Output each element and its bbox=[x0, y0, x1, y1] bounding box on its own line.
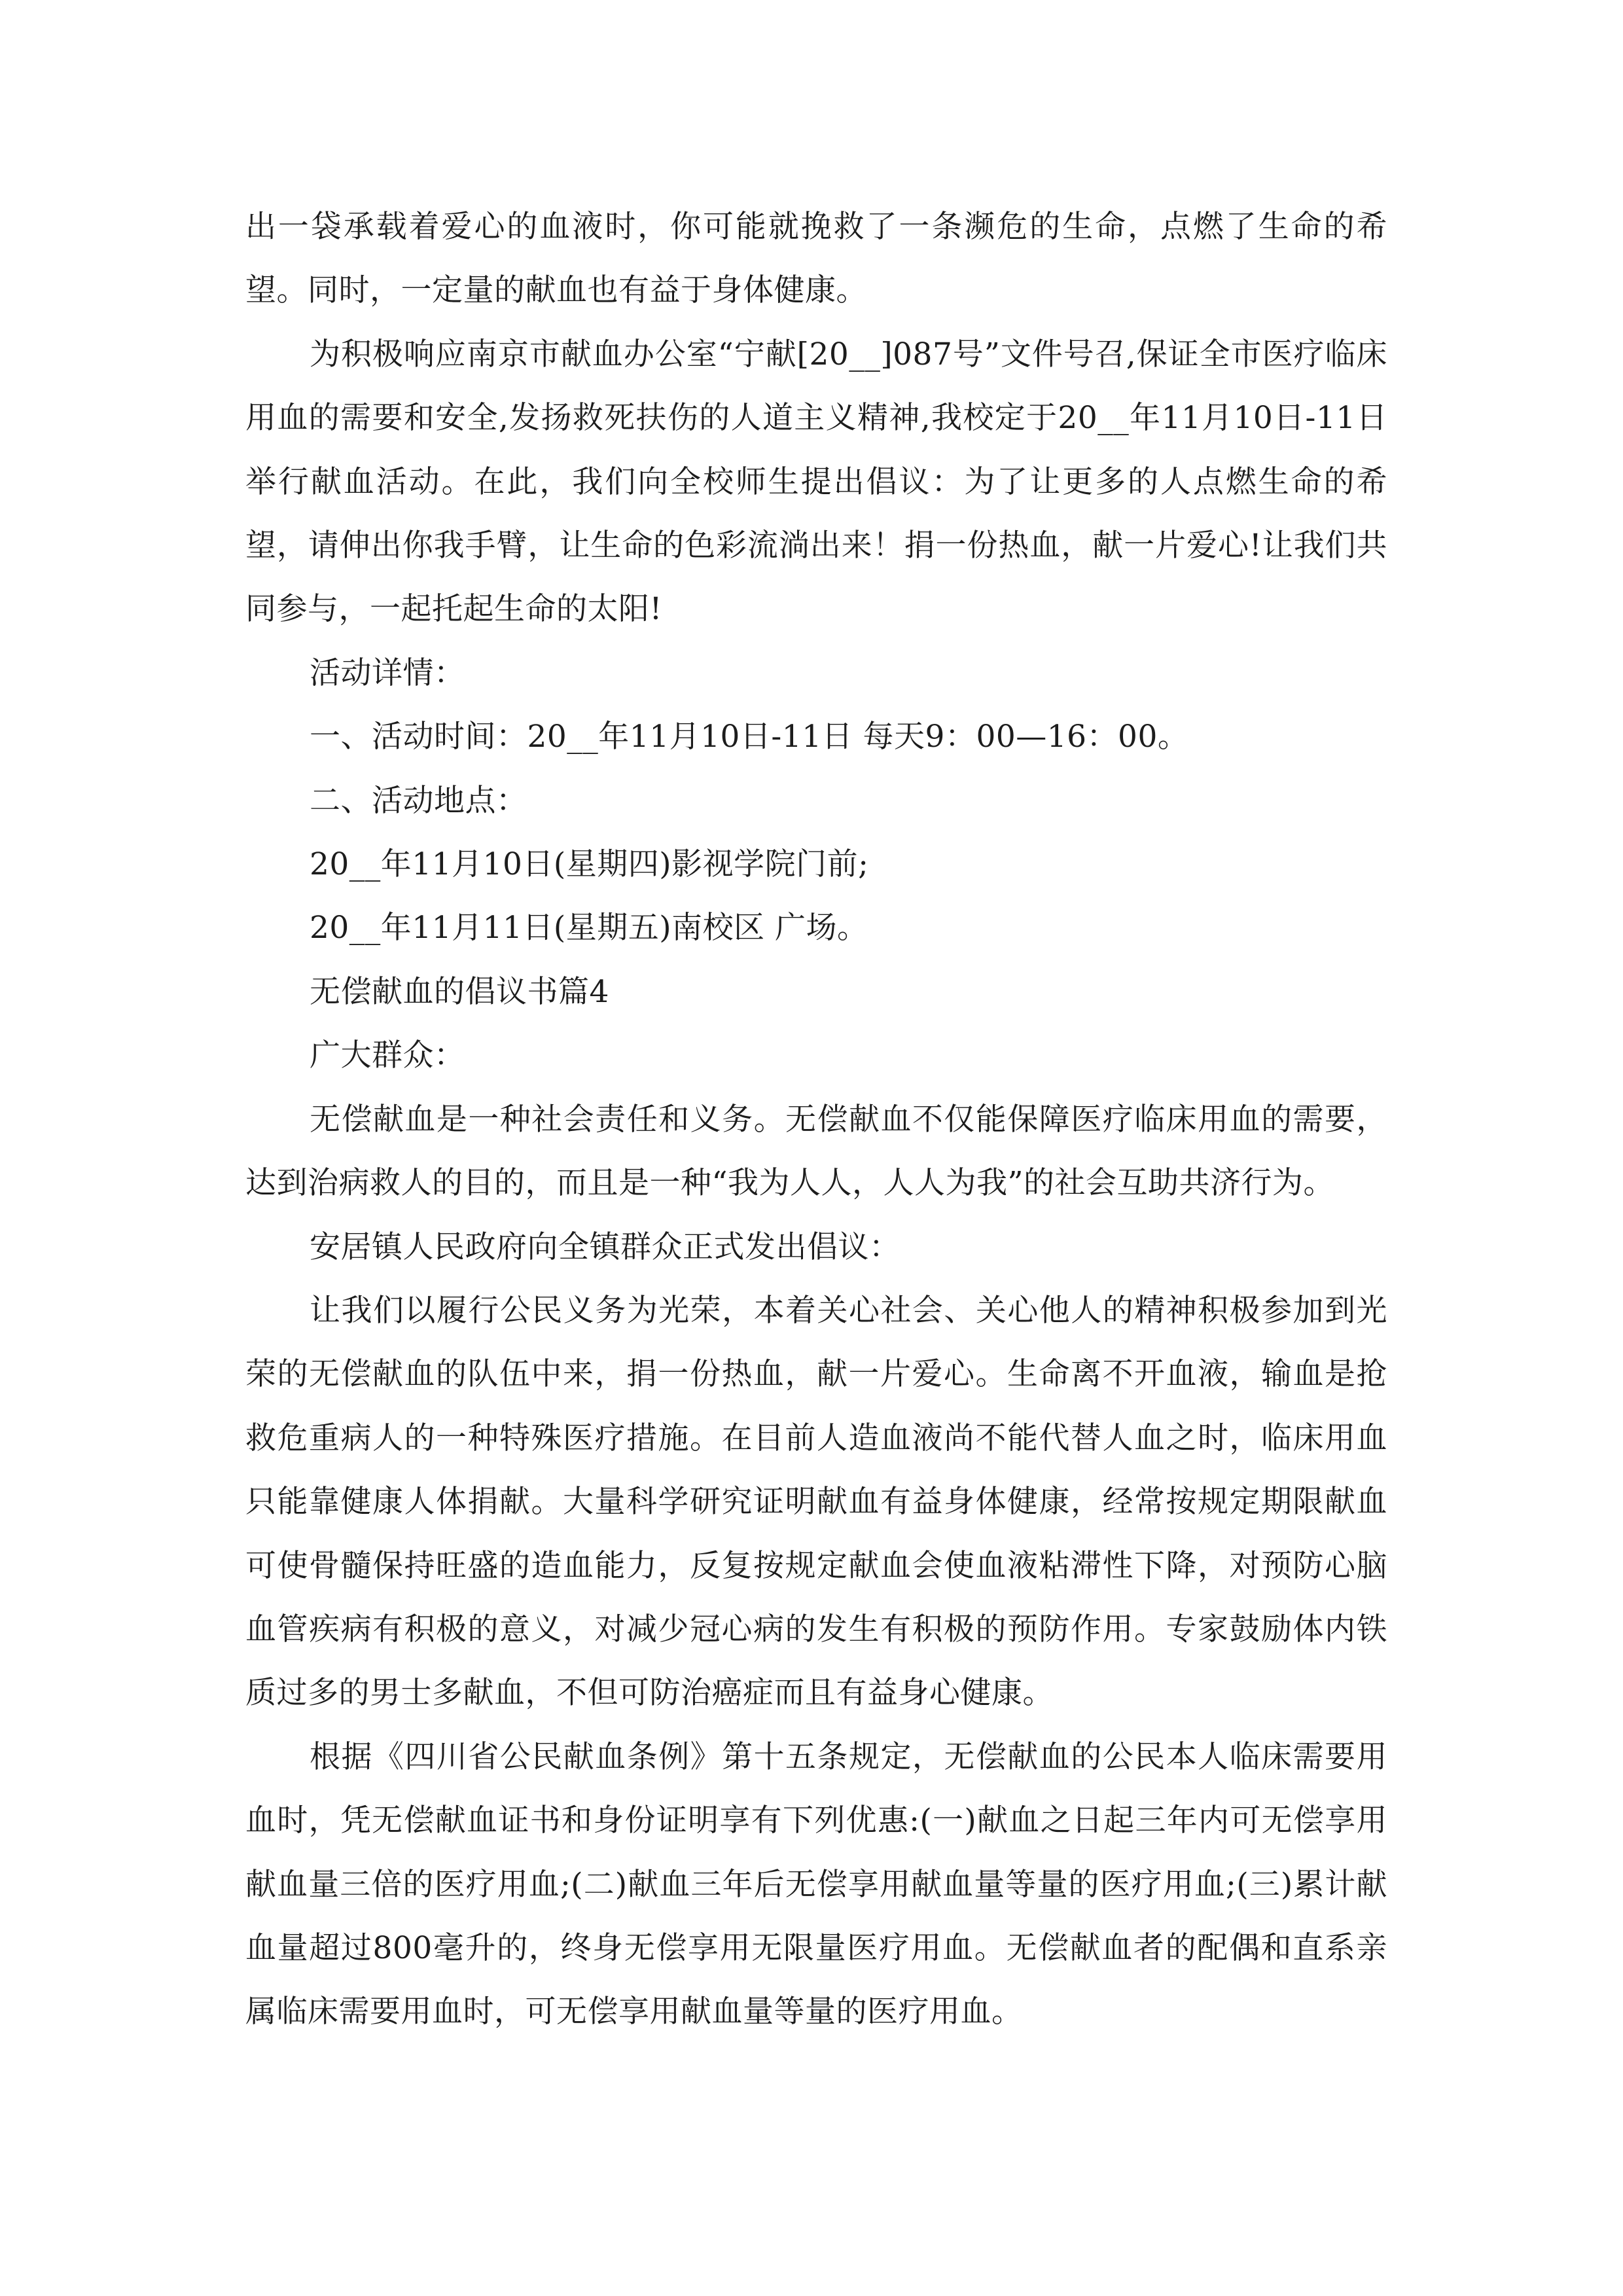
paragraph-7: 20__年11月11日(星期五)南校区 广场。 bbox=[310, 910, 868, 946]
salutation: 广大群众： bbox=[310, 1037, 465, 1074]
paragraph-3: 活动详情： bbox=[310, 655, 465, 691]
paragraph-6: 20__年11月10日(星期四)影视学院门前; bbox=[310, 846, 869, 883]
paragraph-12: 让我们以履行公民义务为光荣，本着关心社会、关心他人的精神积极参加到光荣的无偿献血的队伍中来，捐一份热血，献一片爱心。生命离不开血液，输血是抢救危重病人的一种特殊医疗措施。在目前人造血液尚不能代替人血之时，临床用血只能靠健康人体捐献。大量科学研究证明献血有益身体健康，经常按规定期限献血可使骨髓保持旺盛的造血能力，反复按规定献血会使血液粘滞性下降，对预防心脑血管疾病有积极的意义，对减少冠心病的发生有积极的预防作用。专家鼓励体内铁质过多的男士多献血，不但可防治癌症而且有益身心健康。 bbox=[245, 1292, 1387, 1712]
paragraph-11: 安居镇人民政府向全镇群众正式发出倡议： bbox=[310, 1229, 901, 1265]
paragraph-4: 一、活动时间：20__年11月10日-11日 每天9：00—16：00。 bbox=[310, 719, 1189, 755]
paragraph-5: 二、活动地点： bbox=[310, 782, 527, 819]
section-title: 无偿献血的倡议书篇4 bbox=[310, 973, 609, 1010]
paragraph-10: 无偿献血是一种社会责任和义务。无偿献血不仅能保障医疗临床用血的需要，达到治病救人的目的，而且是一种“我为人人，人人为我”的社会互助共济行为。 bbox=[245, 1101, 1387, 1202]
paragraph-13: 根据《四川省公民献血条例》第十五条规定，无偿献血的公民本人临床需要用血时，凭无偿献血证书和身份证明享有下列优惠:(一)献血之日起三年内可无偿享用献血量三倍的医疗用血;(二)献血三年后无偿享用献血量等量的医疗用血;(三)累计献血量超过800毫升的，终身无偿享用无限量医疗用血。无偿献血者的配偶和直系亲属临床需要用血时，可无偿享用献血量等量的医疗用血。 bbox=[245, 1738, 1387, 2030]
paragraph-2: 为积极响应南京市献血办公室“宁献[20__]087号”文件号召,保证全市医疗临床用血的需要和安全,发扬救死扶伤的人道主义精神,我校定于20__年11月10日-11日举行献血活动。在此，我们向全校师生提出倡议：为了让更多的人点燃生命的希望，请伸出你我手臂，让生命的色彩流淌出来！捐一份热血，献一片爱心!让我们共同参与，一起托起生命的太阳! bbox=[245, 336, 1387, 628]
document-body bbox=[245, 195, 1387, 2044]
paragraph-1: 出一袋承载着爱心的血液时，你可能就挽救了一条濒危的生命，点燃了生命的希望。同时，一定量的献血也有益于身体健康。 bbox=[245, 209, 1387, 309]
